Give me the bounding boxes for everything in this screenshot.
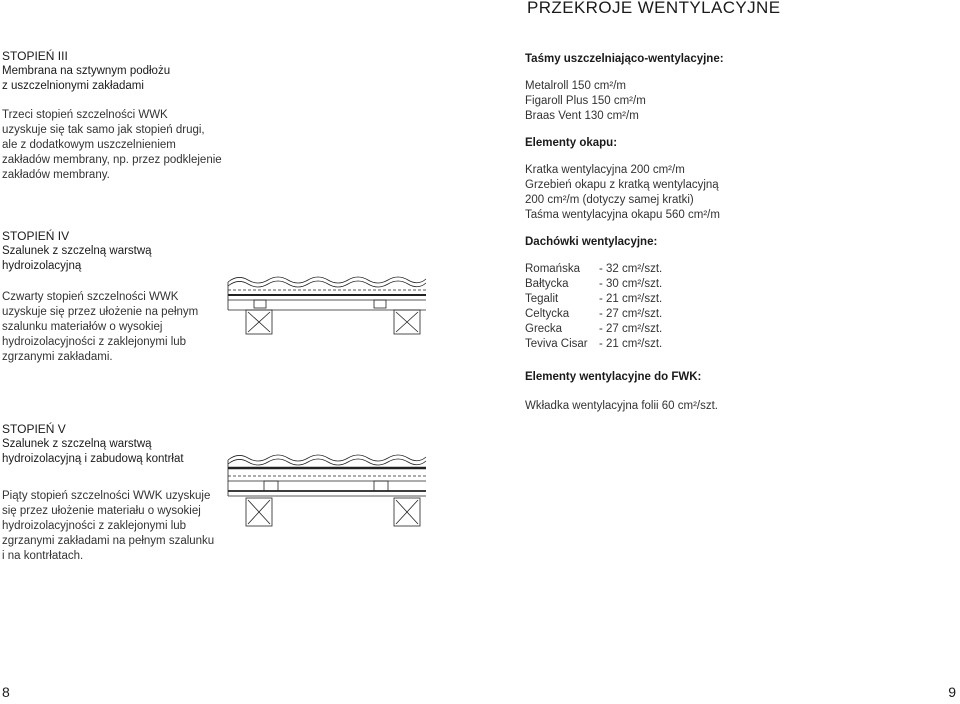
stage-5-body-line: i na kontrłatach.: [2, 550, 84, 562]
tile-row: [525, 292, 945, 307]
eaves-item: Grzebień okapu z kratką wentylacyjną: [525, 179, 719, 191]
tile-row: [525, 277, 945, 292]
stage-5-subtitle-line: Szalunek z szczelną warstwą: [2, 438, 152, 450]
tile-name: Grecka: [525, 323, 563, 335]
eaves-item: 200 cm²/m (dotyczy samej kratki): [525, 194, 694, 206]
tile-value: - 21 cm²/szt.: [599, 338, 663, 350]
stage-3-body-line: ale z dodatkowym uszczelnieniem: [2, 139, 176, 151]
tile-name: Bałtycka: [525, 278, 569, 290]
stage-3-body-line: zakładów membrany, np. przez podklejenie: [2, 154, 222, 166]
stage-3-subtitle-line: z uszczelnionymi zakładami: [2, 80, 144, 92]
tile-value: - 30 cm²/szt.: [599, 278, 663, 290]
stage-3-body-line: uzyskuje się tak samo jak stopień drugi,: [2, 124, 205, 136]
stage-4-body-line: zgrzanymi zakładami.: [2, 351, 113, 363]
tile-value: - 27 cm²/szt.: [599, 323, 663, 335]
stage-4-body-line: Czwarty stopień szczelności WWK: [2, 291, 179, 303]
fwk-item: Wkładka wentylacyjna folii 60 cm²/szt.: [525, 400, 719, 412]
roof-section-diagram-stage-5: [224, 448, 430, 532]
stage-3-section: [2, 49, 222, 183]
tile-value: - 21 cm²/szt.: [599, 293, 663, 305]
stage-4-body-line: uzyskuje się przez ułożenie na pełnym: [2, 306, 199, 318]
tile-row: [525, 262, 945, 277]
eaves-heading: Elementy okapu:: [525, 137, 618, 149]
tile-name: Celtycka: [525, 308, 570, 320]
stage-3-subtitle-line: Membrana na sztywnym podłożu: [2, 65, 171, 77]
stage-5-body-line: hydroizolacyjności z zaklejonymi lub: [2, 520, 187, 532]
tape-item: Figaroll Plus 150 cm²/m: [525, 95, 646, 107]
fwk-heading: Elementy wentylacyjne do FWK:: [525, 371, 702, 383]
stage-4-body-line: hydroizolacyjności z zaklejonymi lub: [2, 336, 187, 348]
stage-3-body-line: zakładów membrany.: [2, 169, 110, 181]
tile-name: Tegalit: [525, 293, 559, 305]
stage-3-body-line: Trzeci stopień szczelności WWK: [2, 109, 168, 121]
eaves-item: Taśma wentylacyjna okapu 560 cm²/m: [525, 209, 720, 221]
stage-4-subtitle-line: Szalunek z szczelną warstwą: [2, 245, 152, 257]
tape-item: Metalroll 150 cm²/m: [525, 80, 626, 92]
eaves-item: Kratka wentylacyjna 200 cm²/m: [525, 164, 685, 176]
page-header-title: PRZEKROJE WENTYLACYJNE: [527, 0, 781, 17]
tile-value: - 32 cm²/szt.: [599, 263, 663, 275]
stage-5-section: [2, 422, 232, 564]
stage-5-body-line: zgrzanymi zakładami na pełnym szalunku: [2, 535, 215, 547]
ventilation-specs: [525, 52, 945, 414]
stage-4-title: STOPIEŃ IV: [2, 229, 70, 243]
stage-4-section: [2, 229, 222, 365]
page-number-left: 8: [2, 684, 10, 700]
stage-5-body-line: się przez ułożenie materiału o wysokiej: [2, 505, 201, 517]
stage-5-title: STOPIEŃ V: [2, 422, 66, 436]
tapes-heading: Taśmy uszczelniająco-wentylacyjne:: [525, 53, 724, 65]
stage-4-subtitle-line: hydroizolacyjną: [2, 260, 82, 272]
stage-5-subtitle-line: hydroizolacyjną i zabudową kontrłat: [2, 453, 184, 465]
tiles-heading: Dachówki wentylacyjne:: [525, 236, 658, 248]
tile-name: Teviva Cisar: [525, 338, 588, 350]
tile-row: [525, 337, 945, 352]
tape-item: Braas Vent 130 cm²/m: [525, 110, 639, 122]
tile-value: - 27 cm²/szt.: [599, 308, 663, 320]
stage-3-title: STOPIEŃ III: [2, 49, 68, 63]
stage-5-body-line: Piąty stopień szczelności WWK uzyskuje: [2, 490, 211, 502]
roof-section-diagram-stage-4: [224, 270, 430, 340]
tile-row: [525, 307, 945, 322]
tile-name: Romańska: [525, 263, 580, 275]
tile-row: [525, 322, 945, 337]
page-number-right: 9: [948, 684, 956, 700]
stage-4-body-line: szalunku materiałów o wysokiej: [2, 321, 163, 333]
